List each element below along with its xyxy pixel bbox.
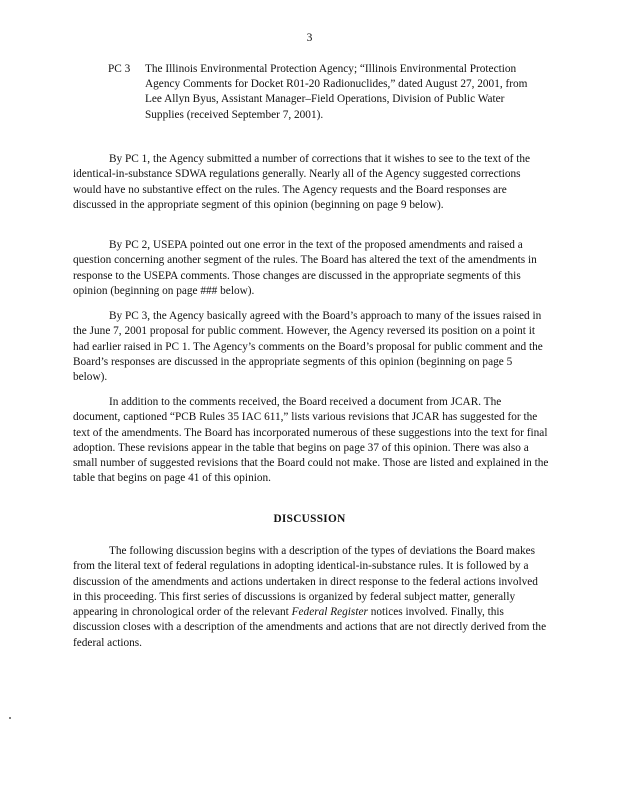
page-number: 3 [306,32,313,44]
public-comment-entry-pc3 [108,62,528,123]
pc-description: The Illinois Environmental Protection Agency; “Illinois Environmental Protection Agency Comments for Docket R01-20 Radionuclides,” dated August 27, 2001, from Lee Allyn Byus, Assistant Manager–Field Operations, Division of Public Water Supplies (received September 7, 2001). [145,63,528,121]
discussion-text-part-1: The following discussion begins with a description of the types of deviations the Board makes from the literal text of federal regulations in adopting identical-in-substance rules. It is followed by a discussion of the amendments and actions undertaken in direct response to the federal actions involved in this proceeding. This first series of discussions is organized by federal subject matter, generally appearing in chronological order of the relevant [73,545,538,619]
paragraph-discussion-intro [73,544,549,651]
federal-register-italic: Federal Register [291,606,368,619]
pc-label: PC 3 [108,63,131,75]
paragraph-pc3: By PC 3, the Agency basically agreed with the Board’s approach to many of the issues raised in the June 7, 2001 proposal for public comment. However, the Agency reversed its position on a point it had earlier raised in PC 1. The Agency’s comments on the Board’s proposal for public comment and the Board’s responses are discussed in the appropriate segments of this opinion (beginning on page 5 below). [73,310,543,384]
discussion-text-part-2: notices involved. Finally, this discussion closes with a description of the amendments and actions that are not directly derived from the federal actions. [73,606,547,649]
paragraph-pc2: By PC 2, USEPA pointed out one error in the text of the proposed amendments and raised a question concerning another segment of the rules. The Board has altered the text of the amendments in response to the USEPA comments. Those changes are discussed in the appropriate segments of this opinion (beginning on page ### below). [73,239,537,297]
paragraph-pc1: By PC 1, the Agency submitted a number of corrections that it wishes to see to the text of the identical-in-substance SDWA regulations generally. Nearly all of the Agency suggested corrections would have no substantive effect on the rules. The Agency requests and the Board responses are discussed in the appropriate segment of this opinion (beginning on page 9 below). [73,153,531,211]
section-heading-discussion: DISCUSSION [273,513,346,525]
paragraph-jcar: In addition to the comments received, the Board received a document from JCAR. The document, captioned “PCB Rules 35 IAC 611,” lists various revisions that JCAR has suggested for the text of the amendments. The Board has incorporated numerous of these suggestions into the text for final adoption. These revisions appear in the table that begins on page 37 of this opinion. There was also a small number of suggested revisions that the Board could not make. Those are listed and explained in the table that begins on page 41 of this opinion. [73,396,549,485]
scan-speck [9,717,11,719]
